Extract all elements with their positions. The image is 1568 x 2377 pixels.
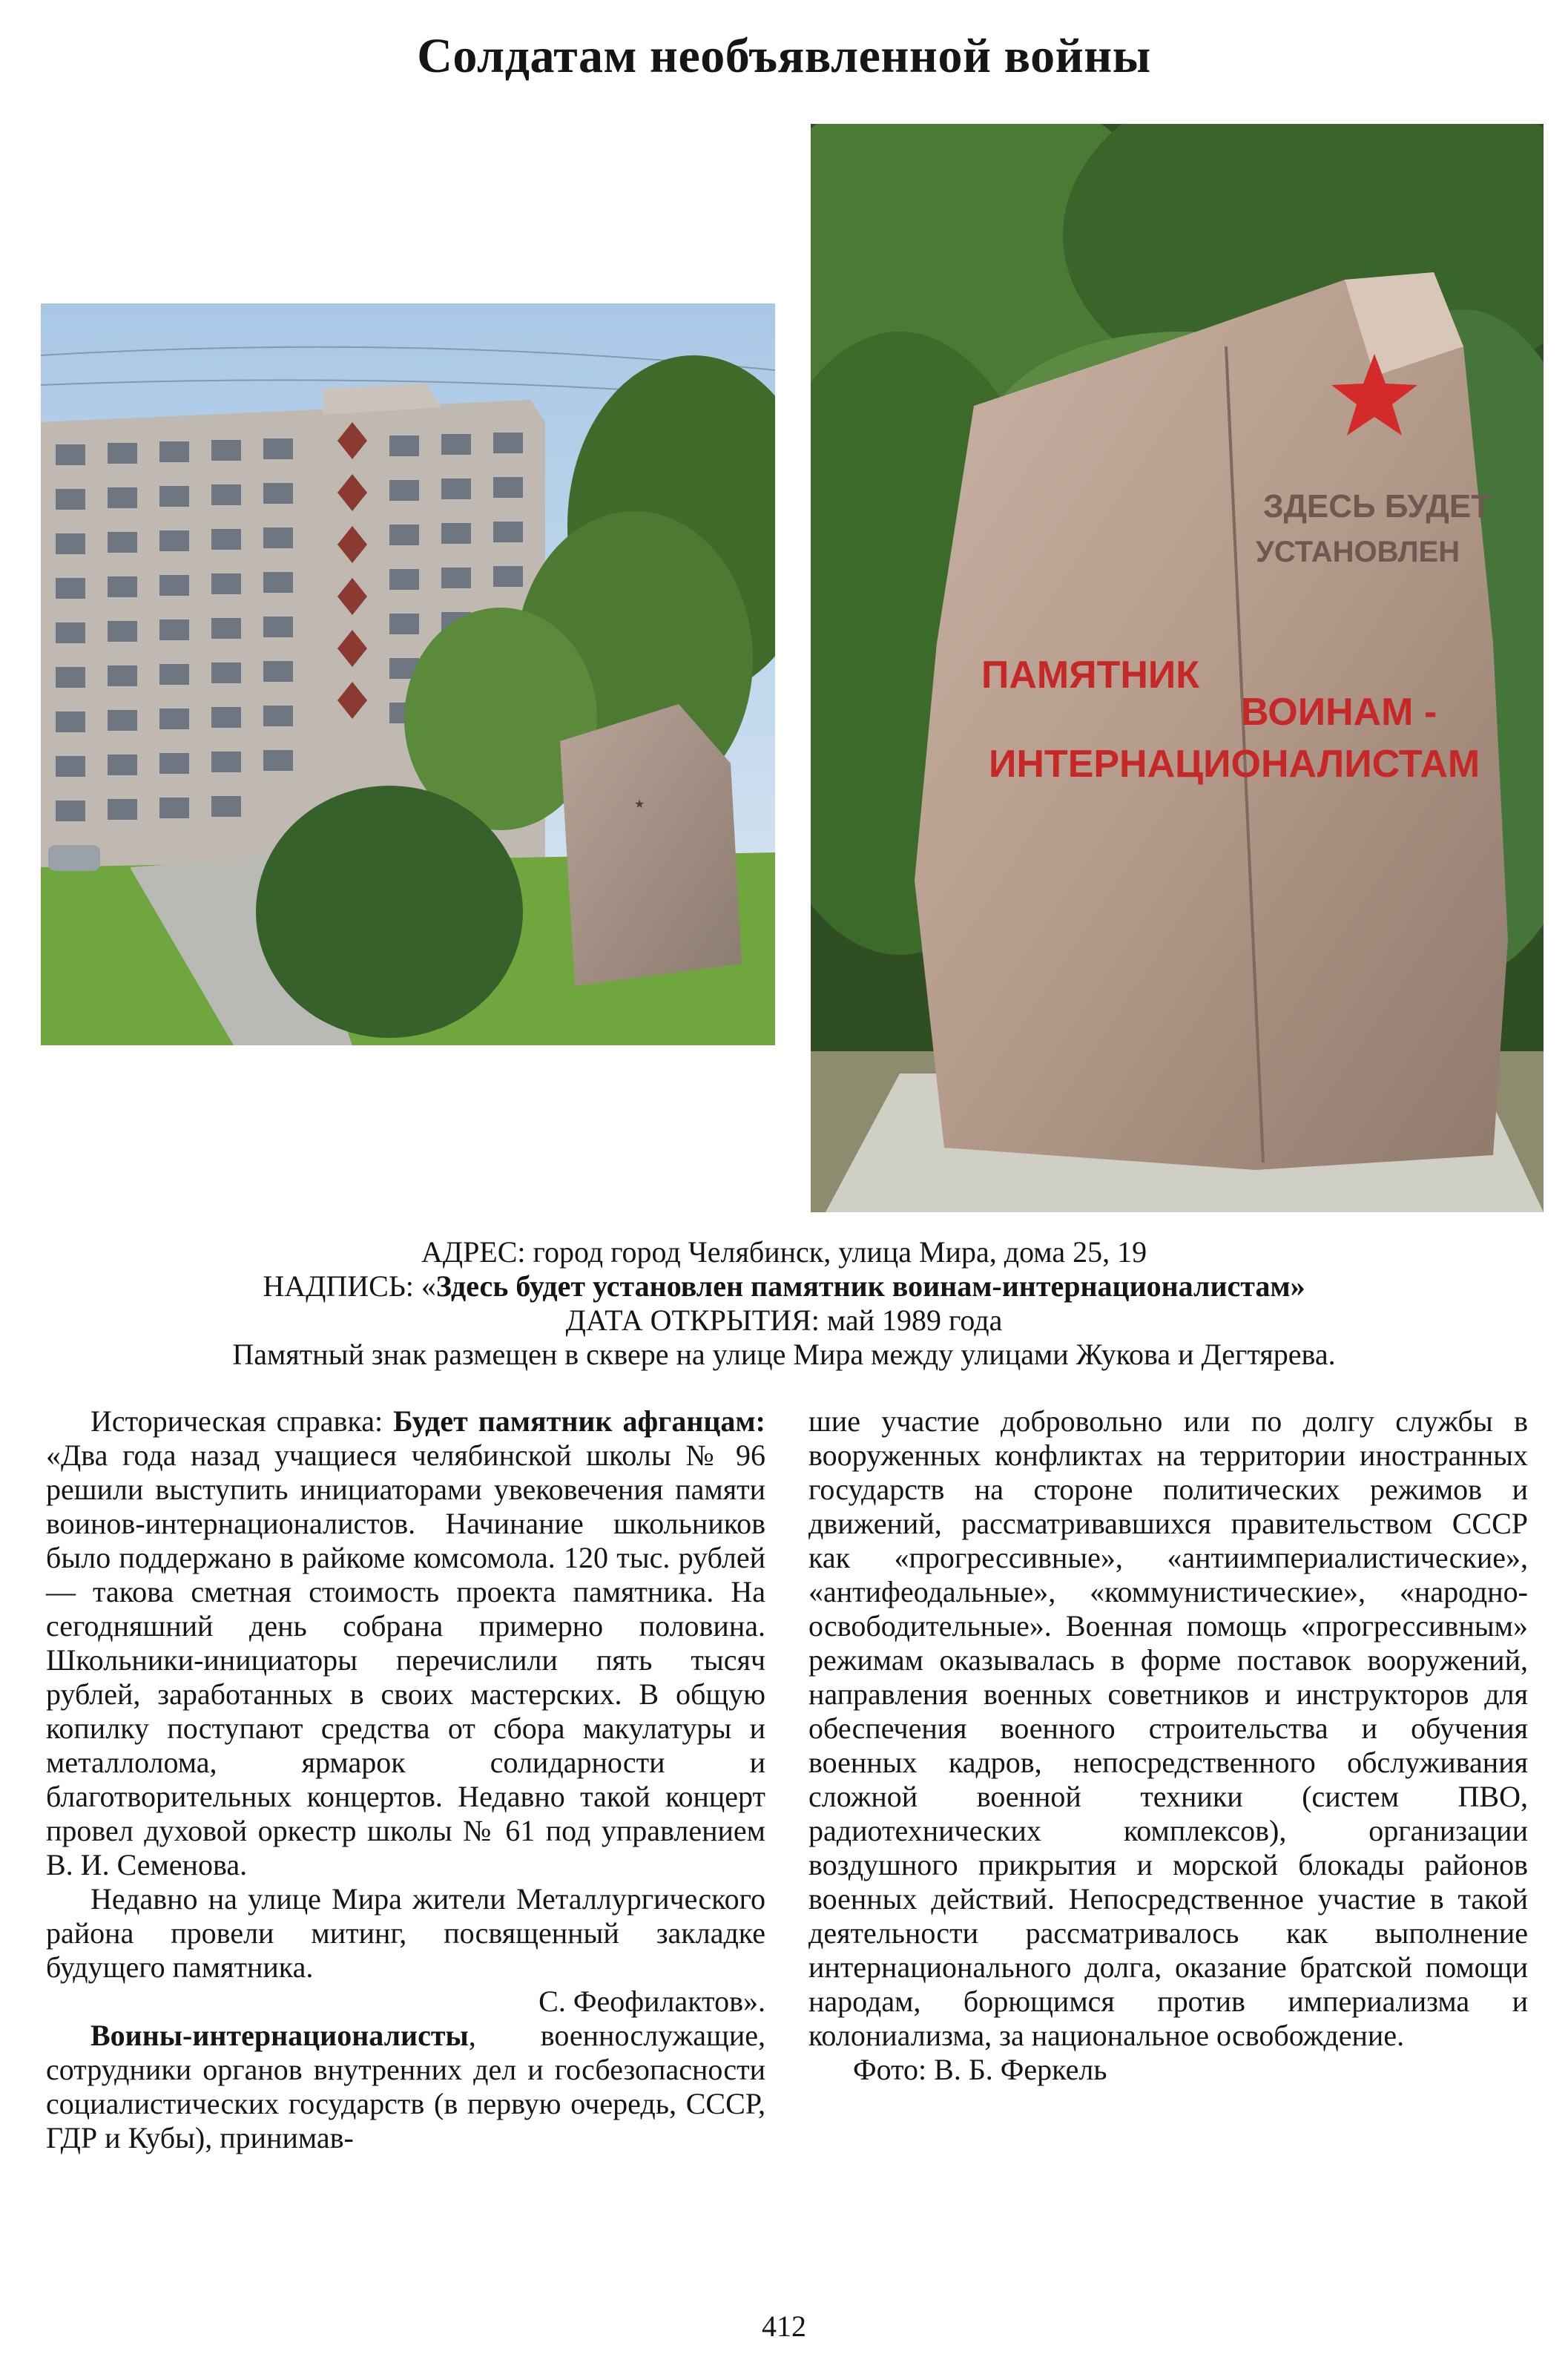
text-column-left: [46, 1404, 765, 2155]
paragraph-definition-continued: шие участие добровольно или по долгу службы в вооруженных конфликтах на территории иностранных государств на стороне политических режимов и движений, рассматривавшихся правительством СССР как «прогрессивные», «антиимпериалистические», «антифеодальные», «коммунистические», «народно-освободительные». Военная помощь «прогрессивным» режимам оказывалась в форме поставок вооружений, направления военных советников и инструкторов для обеспечения военного строительства и обучения военных кадров, непосредственного обслуживания сложной военной техники (систем ПВО, радиотехнических комплексов), организации воздушного прикрытия и морской блокады районов военных действий. Непосредственное участие в такой деятельности рассматривалось как выполнение интернационального долга, оказание братской помощи народам, борющимся против империализма и колониализма, за национальное освобождение.: [808, 1404, 1528, 2052]
stone-text-line4: ИНТЕРНАЦИОНАЛИСТАМ: [989, 743, 1480, 786]
paragraph-rally: Недавно на улице Мира жители Металлургического района провели митинг, посвященный закладке будущего памятника.: [46, 1882, 765, 1984]
stone-text-line3a: ПАМЯТНИК: [981, 654, 1200, 697]
caption-address: АДРЕС: город город Челябинск, улица Мира, дома 25, 19: [421, 1235, 1147, 1269]
stone-text-line2: УСТАНОВЛЕН: [1256, 536, 1460, 568]
article-signature: С. Феофилактов».: [538, 1985, 765, 2018]
caption-opening-date: ДАТА ОТКРЫТИЯ: май 1989 года: [565, 1303, 1003, 1337]
photo-building-and-monument: [41, 303, 775, 1045]
stone-text-line1: ЗДЕСЬ БУДЕТ: [1263, 488, 1492, 525]
photo-credit: Фото: В. Б. Феркель: [853, 2053, 1107, 2086]
paragraph-historical-note: Историческая справка: Будет памятник афганцам: «Два года назад учащиеся челябинской школы № 96 решили выступить инициаторами увековечения памяти воинов-интернационалистов. Начинание школьников было поддержано в райкоме комсомола. 120 тыс. рублей — такова сметная стоимость проекта памятника. На сегодняшний день собрана примерно половина. Школьники-инициаторы перечислили пять тысяч рублей, заработанных в своих мастерских. В общую копилку поступают средства от сбора макулатуры и металлолома, ярмарок солидарности и благотворительных концертов. Недавно такой концерт провел духовой оркестр школы № 61 под управлением В. И. Семенова.: [46, 1404, 765, 1881]
page-title: Солдатам необъявленной войны: [417, 29, 1151, 83]
stone-text-line3b: ВОИНАМ -: [1241, 691, 1437, 734]
svg-text:★: ★: [634, 798, 645, 811]
monument-caption: [0, 1235, 1568, 1372]
photo-stone-monument: [811, 124, 1544, 1212]
caption-inscription: НАДПИСЬ: «Здесь будет установлен памятник воинам-интернационалистам»: [263, 1269, 1305, 1303]
caption-location: Памятный знак размещен в сквере на улице Мира между улицами Жукова и Дегтярева.: [232, 1338, 1336, 1371]
text-column-right: [808, 1404, 1528, 2087]
page-number: 412: [762, 2309, 806, 2343]
paragraph-definition: Воины-интернационалисты, военнослужащие, сотрудники органов внутренних дел и госбезопасности социалистических государств (в первую очередь, СССР, ГДР и Кубы), принимав-: [46, 2019, 765, 2154]
